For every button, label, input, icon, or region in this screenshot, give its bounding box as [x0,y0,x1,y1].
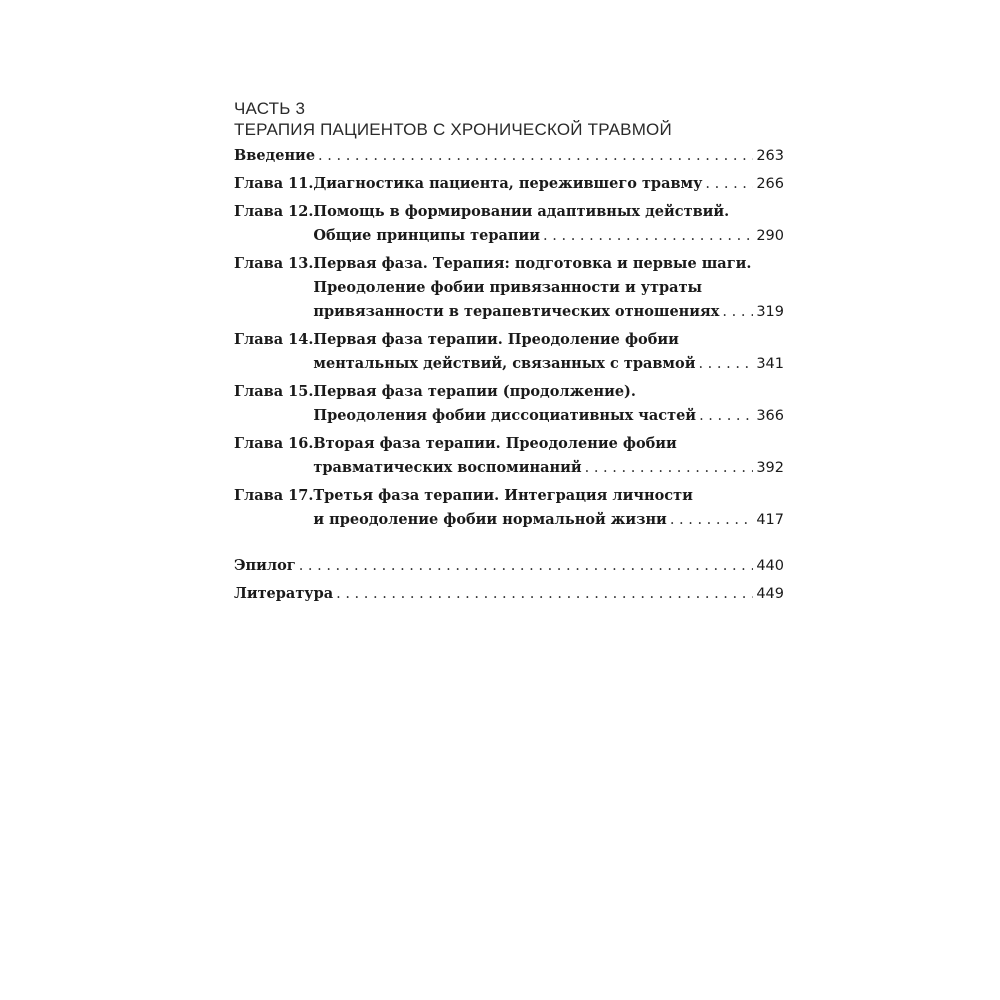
chapter-label: Глава 11. [234,175,314,192]
toc-entry-chapter-17[interactable] [234,485,784,533]
part-number: ЧАСТЬ 3 [234,99,306,118]
chapter-title-line: Третья фаза терапии. Интеграция личности [313,487,693,504]
toc-entry-literature[interactable] [234,583,784,607]
toc-entry-title: Введение [234,147,316,164]
chapter-label: Глава 12. [234,203,314,220]
chapter-title-line: Преодоление фобии привязанности и утраты [313,279,703,296]
page-number: 440 [756,558,784,574]
page-number: 290 [756,228,784,244]
chapter-title-line: и преодоление фобии нормальной жизни [313,511,667,528]
toc-entry-intro[interactable] [234,145,784,169]
chapter-title-line: Преодоления фобии диссоциативных частей [313,407,697,424]
page-number: 449 [756,586,784,602]
dot-leader [299,555,754,577]
toc-entry-chapter-14[interactable] [234,329,784,377]
page-number: 341 [756,356,784,372]
dot-leader [543,225,753,247]
dot-leader [318,145,753,167]
chapter-title-line: Первая фаза. Терапия: подготовка и первые шаги. [313,255,752,272]
toc-entry-epilogue[interactable] [234,555,784,579]
chapter-title-line: Вторая фаза терапии. Преодоление фобии [313,435,677,452]
page-number: 392 [756,460,784,476]
chapter-label: Глава 13. [234,255,314,272]
chapter-title-line: Общие принципы терапии [313,227,541,244]
page-number: 266 [756,176,784,192]
page-number: 319 [756,304,784,320]
chapter-title-line: Диагностика пациента, пережившего травму [313,175,703,192]
chapter-title-line: травматических воспоминаний [313,459,582,476]
page-number: 417 [756,512,784,528]
page-number: 263 [756,148,784,164]
chapter-label: Глава 14. [234,331,314,348]
chapter-title-line: Первая фаза терапии (продолжение). [313,383,636,400]
chapter-title-line: Помощь в формировании адаптивных действий. [313,203,730,220]
dot-leader [585,457,754,479]
dot-leader [670,509,754,531]
part-header [234,98,794,140]
chapter-label: Глава 15. [234,383,314,400]
chapter-label: Глава 17. [234,487,314,504]
toc-entry-chapter-12[interactable] [234,201,784,249]
part-title: ТЕРАПИЯ ПАЦИЕНТОВ С ХРОНИЧЕСКОЙ ТРАВМОЙ [234,120,672,139]
toc-entry-chapter-13[interactable] [234,253,784,325]
dot-leader [698,353,753,375]
chapter-title-line: привязанности в терапевтических отношениях [313,303,720,320]
toc-entry-chapter-11[interactable] [234,173,784,197]
chapter-label: Глава 16. [234,435,314,452]
toc-entry-chapter-15[interactable] [234,381,784,429]
dot-leader [705,173,753,195]
page-number: 366 [756,408,784,424]
chapter-title-line: ментальных действий, связанных с травмой [313,355,696,372]
table-of-contents [234,145,784,611]
toc-entry-title: Эпилог [234,557,296,574]
toc-entry-chapter-16[interactable] [234,433,784,481]
chapter-title-line: Первая фаза терапии. Преодоление фобии [313,331,679,348]
toc-entry-title: Литература [234,585,334,602]
dot-leader [722,301,753,323]
dot-leader [699,405,753,427]
dot-leader [336,583,753,605]
